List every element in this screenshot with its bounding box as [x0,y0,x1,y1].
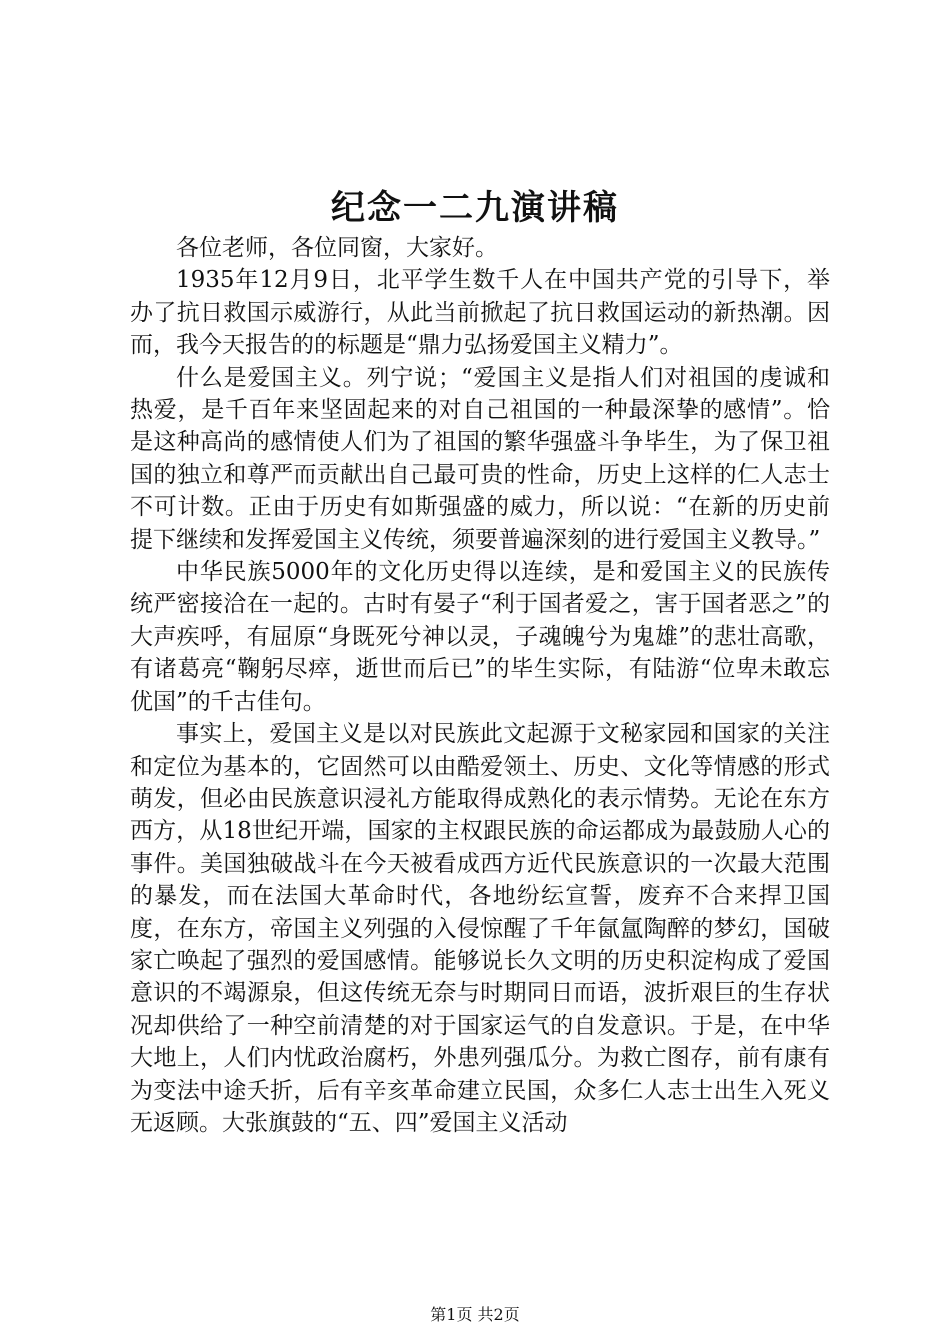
page-title: 纪念一二九演讲稿 [331,188,619,228]
paragraph-intro: 1935年12月9日，北平学生数千人在中国共产党的引导下，举办了抗日救国示威游行，从此当前掀起了抗日救国运动的新热潮。因而，我今天报告的的标题是“鼎力弘扬爱国主义精力”。 [130,267,830,359]
paragraph-greeting: 各位老师，各位同窗，大家好。 [176,235,498,261]
paragraph-fact: 事实上，爱国主义是以对民族此文起源于文秘家园和国家的关注和定位为基本的，它固然可以由酷爱领土、历史、文化等情感的形式萌发，但必由民族意识浸礼方能取得成熟化的表示情势。无论在东方西方，从18世纪开端，国家的主权跟民族的命运都成为最鼓励人心的事件。美国独破战斗在今天被看成西方近代民族意识的一次最大范围的暴发，而在法国大革命时代，各地纷纭宣誓，废弃不合来捍卫国度，在东方，帝国主义列强的入侵惊醒了千年氤氲陶醉的梦幻，国破家亡唤起了强烈的爱国感情。能够说长久文明的历史积淀构成了爱国意识的不竭源泉，但这传统无奈与时期同日而语，波折艰巨的生存状况却供给了一种空前清楚的对于国家运气的自发意识。于是，在中华大地上，人们内忧政治腐朽，外患列强瓜分。为救亡图存，前有康有为变法中途夭折，后有辛亥革命建立民国，众多仁人志士出生入死义无返顾。大张旗鼓的“五、四”爱国主义活动 [130,721,830,1136]
page-number-footer: 第1页 共2页 [430,1305,520,1324]
paragraph-definition: 什么是爱国主义。列宁说；“爱国主义是指人们对祖国的虔诚和热爱，是千百年来坚固起来的对自己祖国的一种最深挚的感情”。恰是这种高尚的感情使人们为了祖国的繁华强盛斗争毕生，为了保卫祖国的独立和尊严而贡献出自己最可贵的性命，历史上这样的仁人志士不可计数。正由于历史有如斯强盛的威力，所以说：“在新的历史前提下继续和发挥爱国主义传统，须要普遍深刻的进行爱国主义教导。” [130,364,830,553]
paragraph-history: 中华民族5000年的文化历史得以连续，是和爱国主义的民族传统严密接洽在一起的。古时有晏子“利于国者爱之，害于国者恶之”的大声疾呼，有屈原“身既死兮神以灵，子魂魄兮为鬼雄”的悲壮高歌，有诸葛亮“鞠躬尽瘁，逝世而后已”的毕生实际，有陆游“位卑未敢忘优国”的千古佳句。 [130,559,830,715]
document-body [130,232,830,1139]
